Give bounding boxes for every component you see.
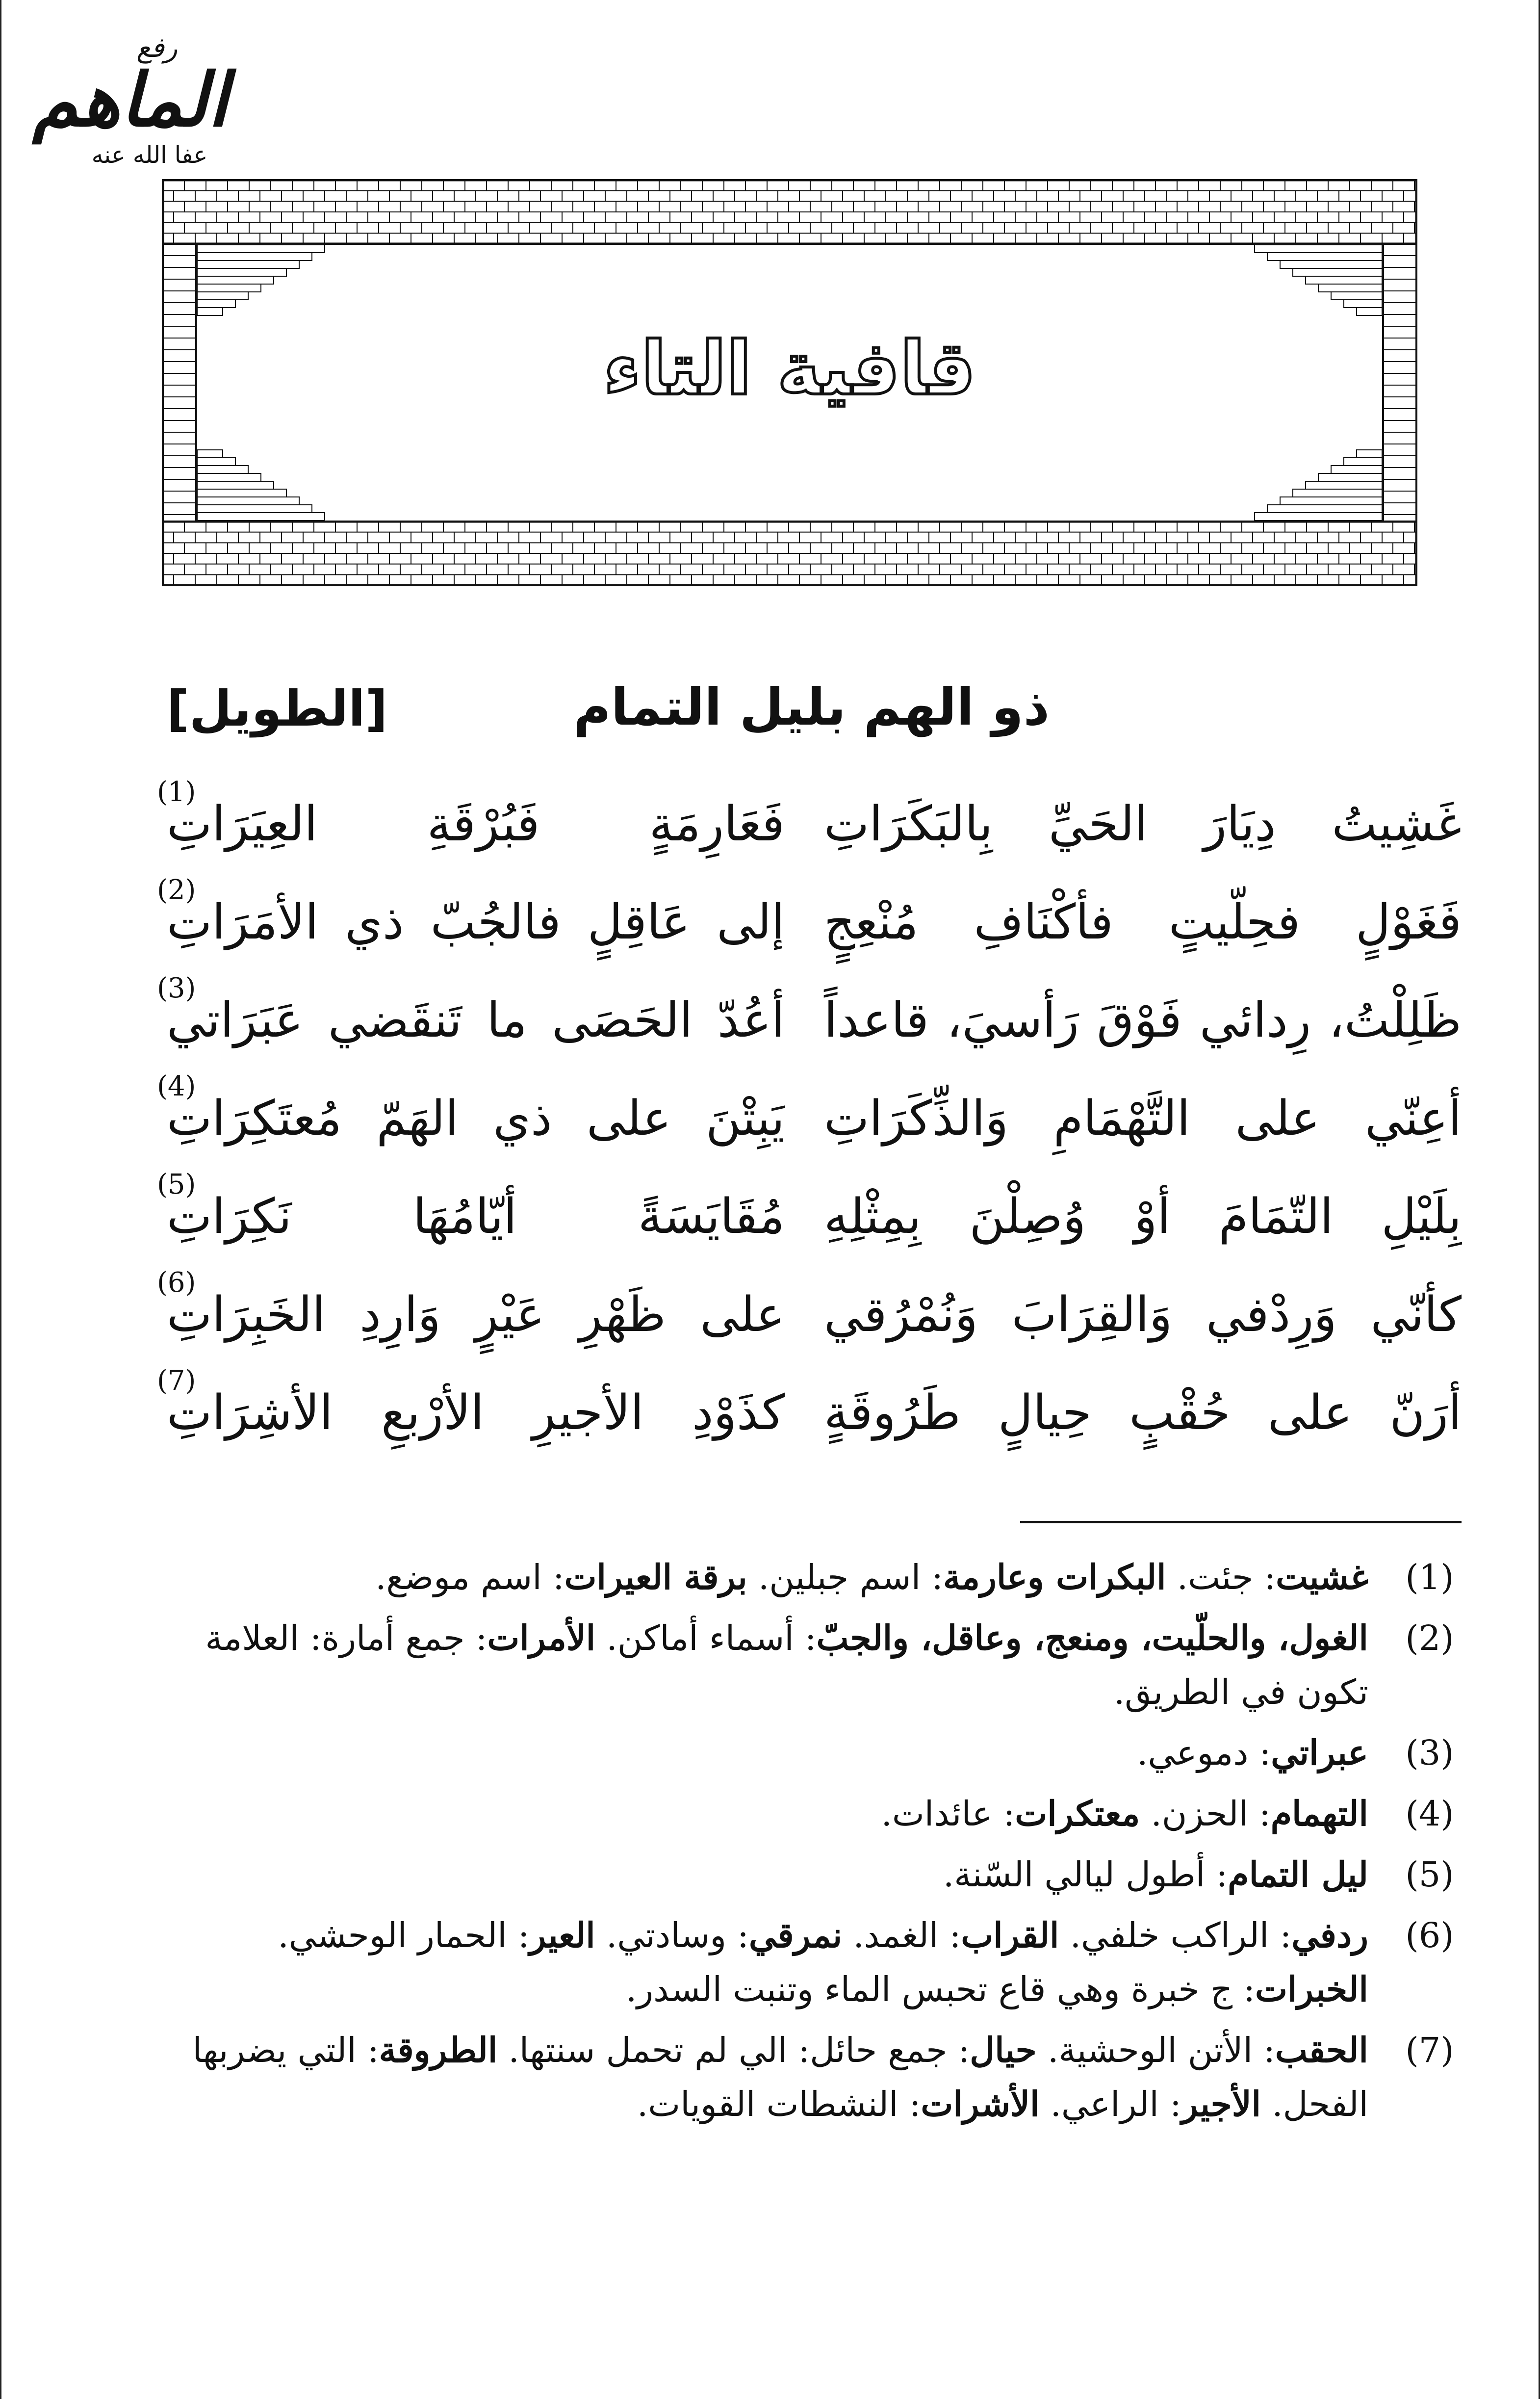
verse <box>157 1070 1462 1177</box>
footnotes <box>162 1550 1466 2138</box>
chapter-banner <box>162 179 1417 586</box>
footnote-definition: : أطول ليالي السّنة. <box>943 1854 1228 1895</box>
verse-second-hemistich: فَعَارِمَةٍ فَبُرْقَةِ العِيَرَاتِ <box>167 796 785 852</box>
poem-title: ذو الهم بليل التمام <box>573 677 1050 737</box>
footnote-term: العير <box>529 1915 595 1956</box>
footnote-text <box>205 1618 1368 1712</box>
footnote-definition: : دموعي. <box>1137 1733 1271 1773</box>
footnote <box>162 1787 1466 1841</box>
verse-first-hemistich: أعِنّي على التَّهْمَامِ وَالذِّكَرَاتِ <box>824 1091 1462 1147</box>
footnote-reference: (5) <box>157 1169 196 1200</box>
verse-second-hemistich: إلى عَاقِلٍ فالجُبّ ذي الأمَرَاتِ <box>167 894 785 950</box>
footnote-term: البكرات وعارمة <box>943 1557 1166 1597</box>
footnote-number: (1) <box>1405 1557 1454 1597</box>
footnote-number: (3) <box>1405 1733 1454 1773</box>
footnote <box>162 1726 1466 1780</box>
footnote-term: عبراتي <box>1271 1732 1368 1773</box>
stamp-sub-text: عفا الله عنه <box>91 141 208 169</box>
footnote-term: الأمرات <box>487 1617 596 1658</box>
verse-first-hemistich: أرَنّ على حُقْبٍ حِيالٍ طَرُوقَةٍ <box>824 1385 1462 1441</box>
footnote-text <box>943 1854 1368 1895</box>
footnote-separator <box>1020 1521 1462 1523</box>
footnote-term: الطروقة <box>379 2030 498 2070</box>
footnote-text <box>192 2030 1368 2124</box>
footnote-definition: : الراعي. <box>1039 2084 1181 2124</box>
footnote-definition: : الراكب خلفي. <box>1059 1915 1292 1956</box>
footnote-definition: : ج خبرة وهي قاع تحبس الماء وتنبت السدر. <box>626 1969 1255 2009</box>
footnote-term: القراب <box>961 1915 1059 1956</box>
verse <box>157 776 1462 883</box>
footnote-text <box>278 1915 1368 2009</box>
footnote-number: (7) <box>1405 2030 1454 2070</box>
footnote-reference: (4) <box>157 1070 196 1102</box>
footnote-text <box>881 1794 1368 1834</box>
footnote-reference: (3) <box>157 972 196 1004</box>
footnote-term: حيال <box>970 2030 1037 2070</box>
verse-second-hemistich: على ظَهْرِ عَيْرٍ وَارِدِ الخَبِرَاتِ <box>167 1287 785 1343</box>
verse-first-hemistich: فَغَوْلٍ فحِلّيتٍ فأكْنَافِ مُنْعِجٍ <box>824 894 1462 950</box>
verse <box>157 1267 1462 1374</box>
poem-body <box>157 776 1462 1472</box>
footnote-definition: : وسادتي. <box>595 1915 749 1956</box>
footnote-term: الغول، والحلّيت، ومنعج، وعاقل، والجبّ <box>816 1617 1368 1658</box>
verse <box>157 1169 1462 1276</box>
footnote-definition: : النشطات القويات. <box>637 2084 921 2124</box>
footnote <box>162 1611 1466 1719</box>
footnote-reference: (1) <box>157 776 196 808</box>
poem-header <box>167 677 1050 765</box>
footnote-definition: : الغمد. <box>842 1915 961 1956</box>
verse-second-hemistich: يَبِتْنَ على ذي الهَمّ مُعتَكِرَاتِ <box>167 1091 785 1147</box>
footnote-definition: : الحزن. <box>1140 1794 1271 1834</box>
footnote-text <box>375 1557 1368 1597</box>
footnote-reference: (7) <box>157 1365 196 1397</box>
footnote-definition: : الأتن الوحشية. <box>1036 2030 1275 2070</box>
footnote-definition: : اسم موضع. <box>375 1557 565 1597</box>
footnote-definition: : جمع أمارة: العلامة تكون في الطريق. <box>205 1618 1368 1712</box>
verse <box>157 1365 1462 1472</box>
footnote-number: (4) <box>1405 1794 1454 1834</box>
footnote-definition: : التي يضربها الفحل. <box>192 2030 1368 2124</box>
footnote-term: غشيت <box>1276 1557 1368 1597</box>
verse-first-hemistich: كأنّي وَرِدْفي وَالقِرَابَ وَنُمْرُقي <box>824 1287 1462 1343</box>
footnote-reference: (6) <box>157 1267 196 1299</box>
footnote-reference: (2) <box>157 874 196 906</box>
footnote-definition: : جئت. <box>1166 1557 1276 1597</box>
footnote-definition: : الحمار الوحشي. <box>278 1915 530 1956</box>
footnote <box>162 1848 1466 1902</box>
footnote-text <box>1137 1733 1368 1773</box>
footnote-definition: : عائدات. <box>881 1794 1015 1834</box>
footnote-term: نمرقي <box>748 1915 843 1956</box>
verse-second-hemistich: مُقَايَسَةً أيّامُهَا نَكِرَاتِ <box>167 1189 785 1245</box>
footnote-definition: : اسم جبلين. <box>747 1557 943 1597</box>
verse-first-hemistich: بِلَيْلِ التّمَامَ أوْ وُصِلْنَ بِمِثْلِهِ <box>824 1189 1462 1245</box>
footnote-term: التهمام <box>1270 1793 1368 1834</box>
footnote-term: الأشرات <box>921 2084 1040 2124</box>
footnote-term: الخبرات <box>1255 1969 1368 2009</box>
footnote-term: معتكرات <box>1015 1793 1140 1834</box>
footnote <box>162 1908 1466 2016</box>
verse-second-hemistich: أعُدّ الحَصَى ما تَنقَضي عَبَرَاتي <box>167 992 785 1048</box>
verse-first-hemistich: غَشِيتُ دِيَارَ الحَيِّ بِالبَكَرَاتِ <box>824 796 1462 852</box>
footnote-number: (6) <box>1405 1915 1454 1956</box>
verse <box>157 874 1462 981</box>
verse <box>157 972 1462 1079</box>
footnote-definition: : جمع حائل: الي لم تحمل سنتها. <box>497 2030 970 2070</box>
footnote-term: برقة العيرات <box>564 1557 747 1597</box>
verse-second-hemistich: كذَوْدِ الأجيرِ الأرْبعِ الأشِرَاتِ <box>167 1385 785 1441</box>
footnote-number: (2) <box>1405 1618 1454 1658</box>
footnote-term: ليل التمام <box>1228 1854 1368 1895</box>
verse-first-hemistich: ظَلِلْتُ، رِدائي فَوْقَ رَأسيَ، قاعداً <box>824 992 1462 1048</box>
footnote-number: (5) <box>1405 1854 1454 1895</box>
library-stamp <box>32 32 228 182</box>
poem-meter: [الطويل] <box>167 680 388 737</box>
chapter-title: قافية التاء <box>603 326 976 412</box>
footnote-definition: : أسماء أماكن. <box>595 1618 817 1658</box>
footnote <box>162 2023 1466 2131</box>
stamp-main-text: الماهم <box>32 57 228 143</box>
footnote-term: ردفي <box>1291 1915 1368 1956</box>
footnote <box>162 1550 1466 1604</box>
footnote-term: الحقب <box>1275 2030 1368 2070</box>
footnote-term: الأجير <box>1181 2084 1261 2124</box>
stamp-small-text: رفع <box>136 32 178 64</box>
